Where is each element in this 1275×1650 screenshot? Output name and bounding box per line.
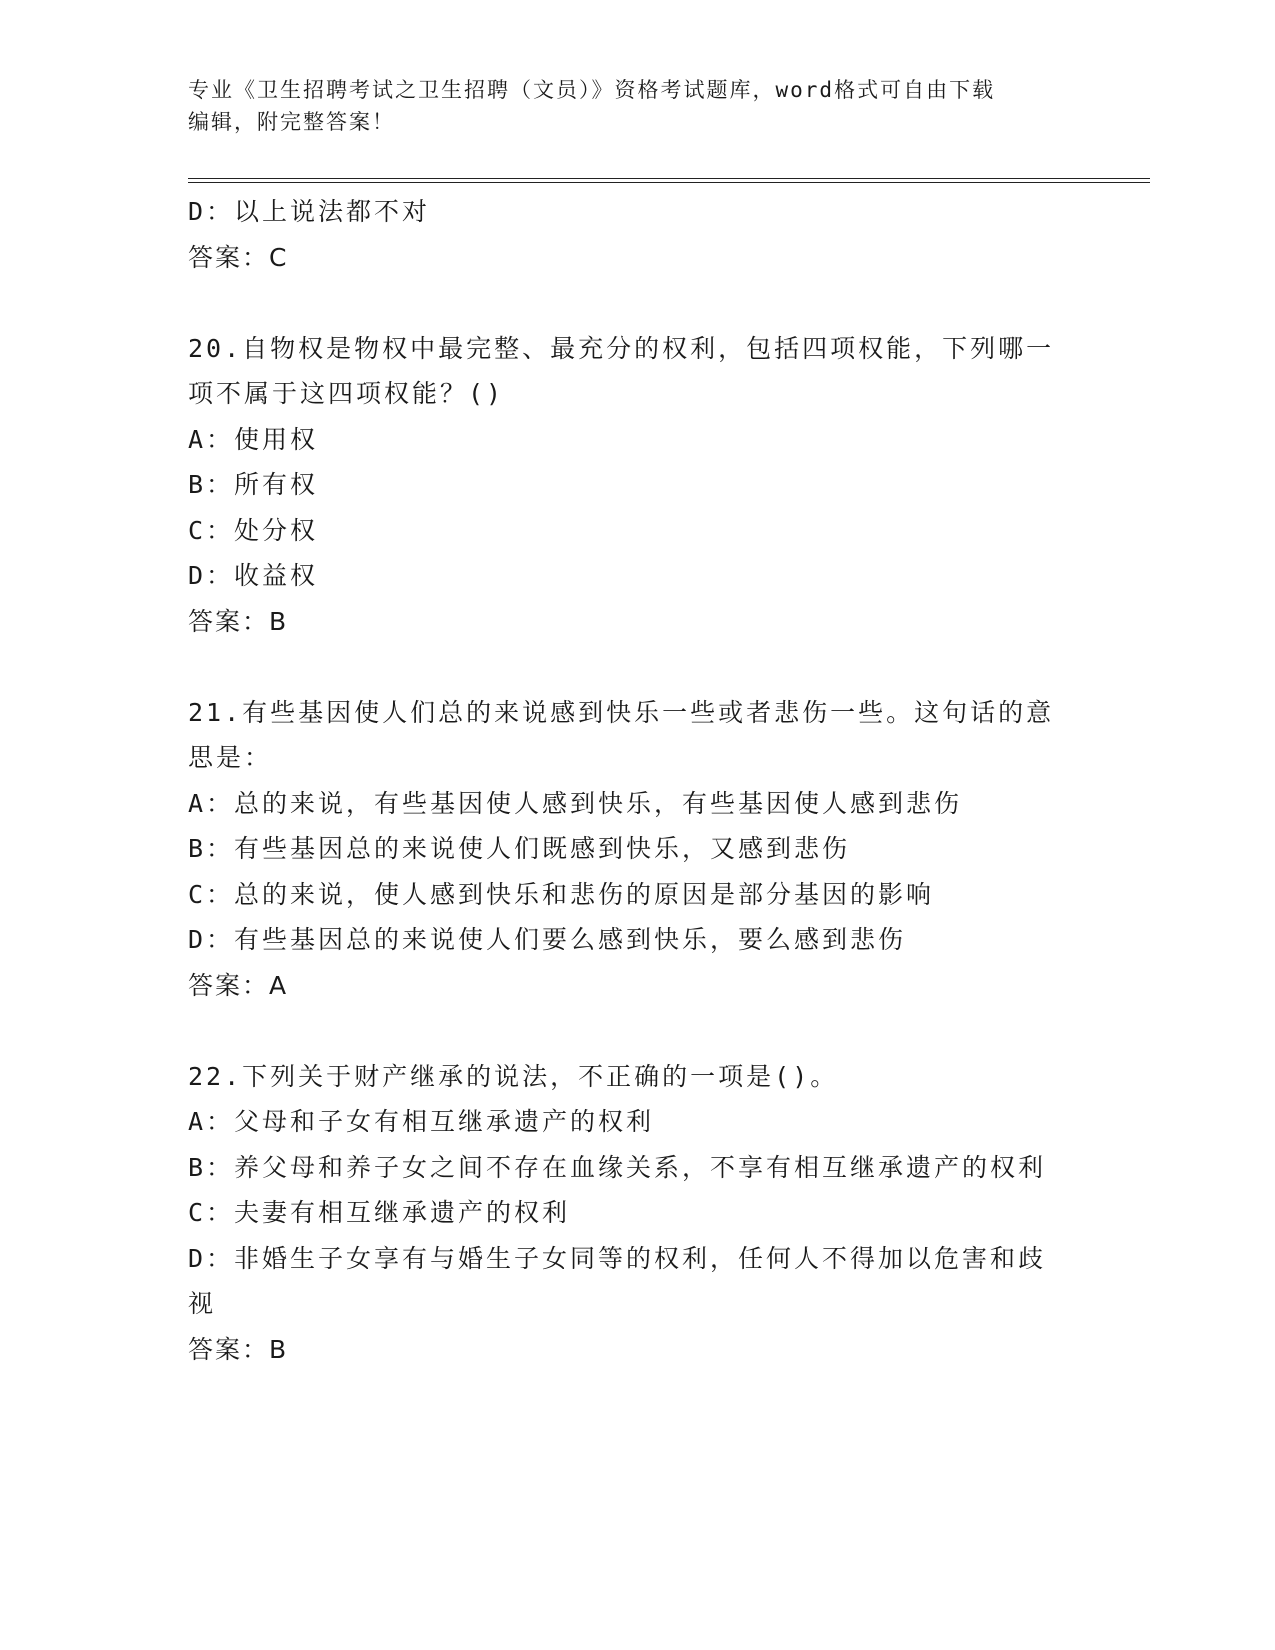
option-a: A：使用权 bbox=[188, 424, 319, 454]
question-stem: 22.下列关于财产继承的说法，不正确的一项是()。 bbox=[188, 1061, 839, 1091]
question-stem: 项不属于这四项权能？() bbox=[188, 379, 505, 408]
spacer bbox=[188, 644, 1088, 690]
prev-answer: 答案：C bbox=[188, 242, 289, 272]
option-d: D：非婚生子女享有与婚生子女同等的权利，任何人不得加以危害和歧 bbox=[188, 1243, 1047, 1273]
answer: 答案：A bbox=[188, 970, 289, 1000]
option-c: C：夫妻有相互继承遗产的权利 bbox=[188, 1198, 571, 1227]
option-c: C：总的来说，使人感到快乐和悲伤的原因是部分基因的影响 bbox=[188, 879, 935, 909]
question-22 bbox=[188, 1054, 1088, 1373]
option-d: D：有些基因总的来说使人们要么感到快乐，要么感到悲伤 bbox=[188, 925, 907, 954]
question-20 bbox=[188, 326, 1088, 645]
header-line-1: 专业《卫生招聘考试之卫生招聘（文员）》资格考试题库，word格式可自由下载 bbox=[188, 78, 996, 102]
question-21 bbox=[188, 690, 1088, 1009]
option-a: A：总的来说，有些基因使人感到快乐，有些基因使人感到悲伤 bbox=[188, 788, 963, 818]
option-d: D：收益权 bbox=[188, 561, 319, 590]
option-d-continued: 视 bbox=[188, 1289, 217, 1318]
question-stem: 20.自物权是物权中最完整、最充分的权利，包括四项权能，下列哪一 bbox=[188, 333, 1055, 363]
question-stem: 21.有些基因使人们总的来说感到快乐一些或者悲伤一些。这句话的意 bbox=[188, 697, 1055, 727]
spacer bbox=[188, 280, 1088, 326]
prev-option-d: D：以上说法都不对 bbox=[188, 197, 431, 226]
header-divider-top bbox=[188, 178, 1150, 179]
option-b: B：养父母和养子女之间不存在血缘关系，不享有相互继承遗产的权利 bbox=[188, 1152, 1047, 1182]
question-list bbox=[188, 189, 1088, 1372]
header-divider-bottom bbox=[188, 182, 1150, 183]
question-stem: 思是： bbox=[188, 743, 273, 772]
option-b: B：有些基因总的来说使人们既感到快乐，又感到悲伤 bbox=[188, 834, 851, 863]
option-c: C：处分权 bbox=[188, 515, 319, 545]
option-b: B：所有权 bbox=[188, 470, 319, 499]
answer: 答案：B bbox=[188, 1334, 289, 1364]
spacer bbox=[188, 1008, 1088, 1054]
document-header bbox=[188, 74, 1068, 138]
option-a: A：父母和子女有相互继承遗产的权利 bbox=[188, 1107, 655, 1136]
header-line-2: 编辑，附完整答案！ bbox=[188, 110, 395, 134]
answer: 答案：B bbox=[188, 606, 289, 636]
